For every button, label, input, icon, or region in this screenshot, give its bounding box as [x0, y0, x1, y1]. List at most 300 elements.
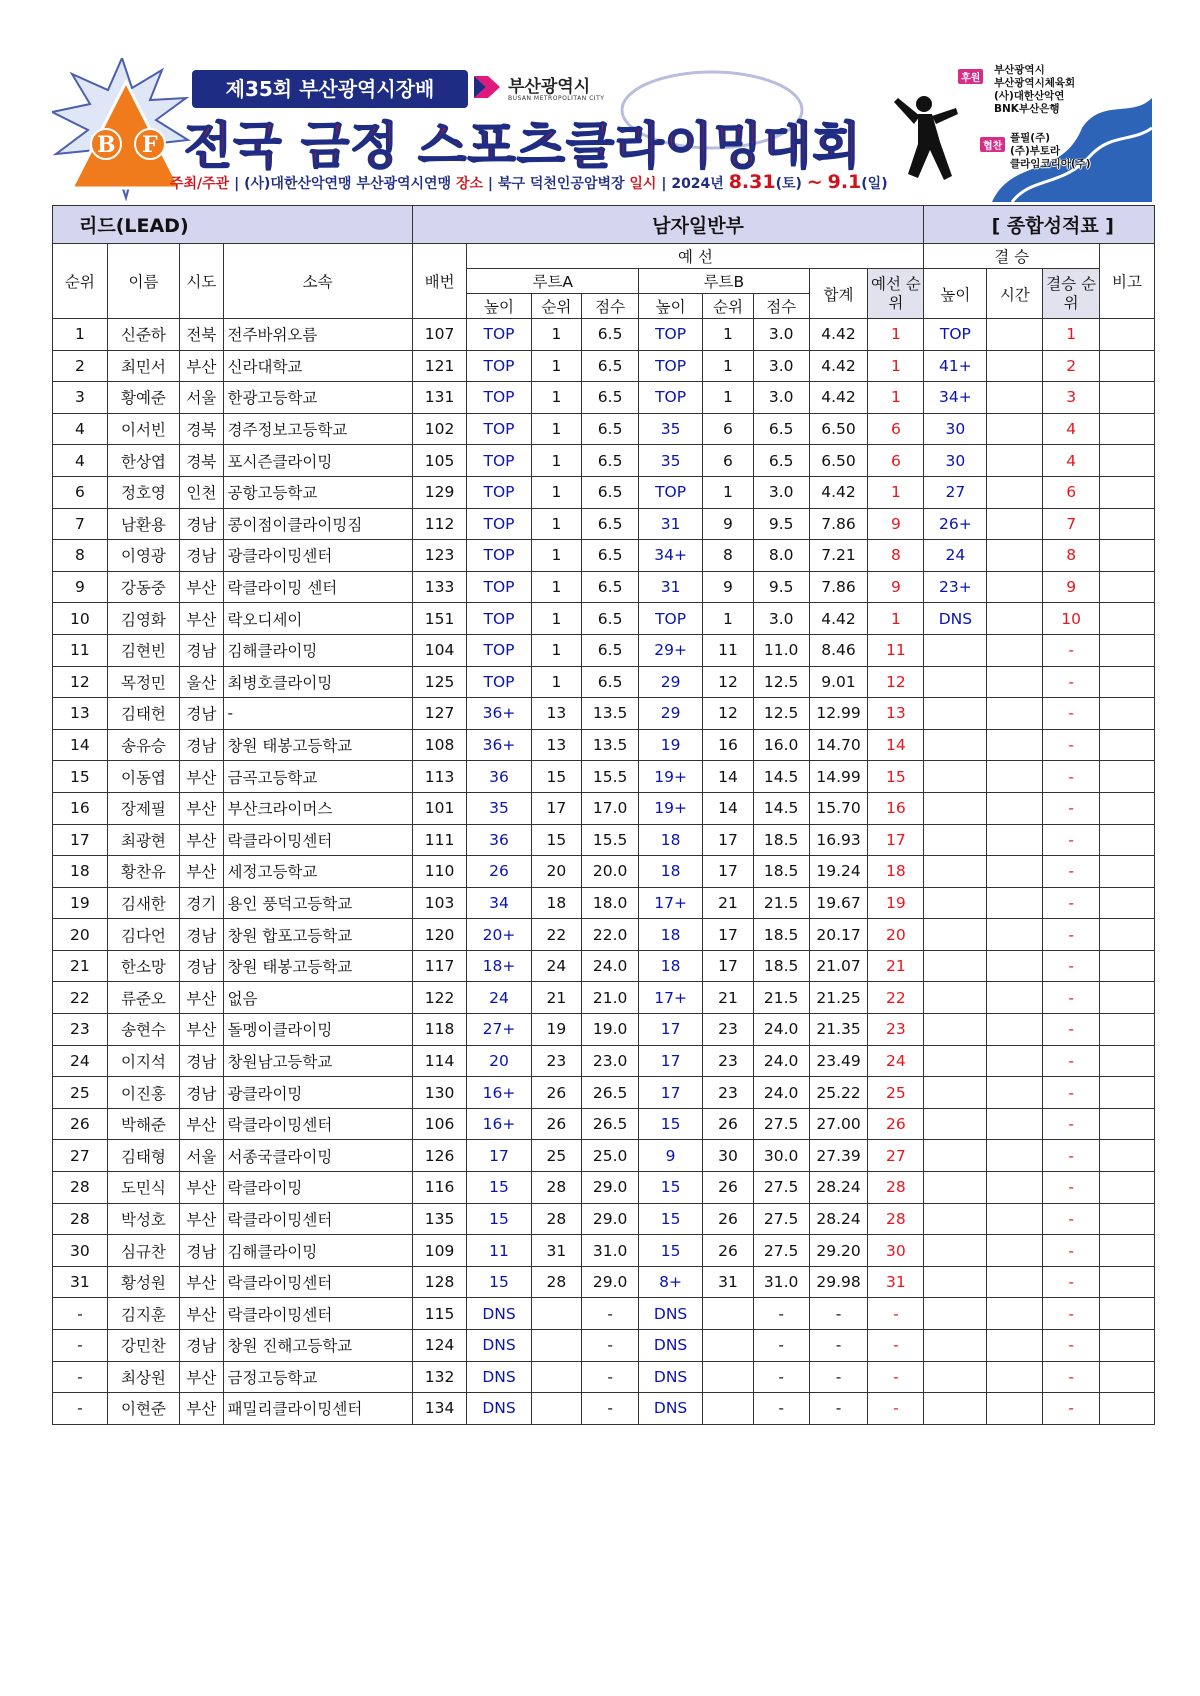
cell-b-score: 12.5	[753, 698, 809, 730]
date-start-day: (토)	[775, 176, 802, 192]
cell-qual-rank: 18	[868, 856, 924, 888]
cell-note	[1100, 413, 1155, 445]
table-row	[53, 1266, 1155, 1298]
cell-a-score: 6.5	[582, 413, 639, 445]
cell-rank: 19	[53, 887, 108, 919]
cell-final-height	[924, 1108, 987, 1140]
cell-a-score: 6.5	[582, 319, 639, 351]
cell-final-height	[924, 761, 987, 793]
cell-region: 경남	[180, 1045, 223, 1077]
cell-final-height	[924, 1330, 987, 1362]
cell-time	[987, 476, 1043, 508]
cell-a-height: 11	[467, 1235, 531, 1267]
cell-note	[1100, 1140, 1155, 1172]
cell-final-height: 30	[924, 413, 987, 445]
cell-b-rank: 17	[703, 919, 754, 951]
table-row	[53, 1045, 1155, 1077]
cell-rank: 25	[53, 1077, 108, 1109]
cell-qual-rank: 1	[868, 603, 924, 635]
cell-a-rank: 13	[531, 729, 582, 761]
cell-region: 서울	[180, 382, 223, 414]
cell-a-rank: 31	[531, 1235, 582, 1267]
cell-region: 전북	[180, 319, 223, 351]
route-a-header: 루트A	[467, 269, 639, 294]
cell-a-rank: 15	[531, 824, 582, 856]
table-row	[53, 1014, 1155, 1046]
cell-region: 부산	[180, 1266, 223, 1298]
cell-a-score: 6.5	[582, 634, 639, 666]
cell-qual-rank: 8	[868, 540, 924, 572]
cell-a-height: 36+	[467, 729, 531, 761]
cell-a-height: 36	[467, 824, 531, 856]
cell-final-height	[924, 1045, 987, 1077]
cell-affiliation: 락클라이밍센터	[223, 1108, 412, 1140]
cell-b-score: 18.5	[753, 950, 809, 982]
cell-final-height	[924, 919, 987, 951]
cell-rank: -	[53, 1393, 108, 1425]
cell-rank: 1	[53, 319, 108, 351]
date-sep: ~	[806, 171, 823, 193]
cell-note	[1100, 319, 1155, 351]
cell-b-score: 27.5	[753, 1235, 809, 1267]
cell-a-height: DNS	[467, 1330, 531, 1362]
cell-time	[987, 919, 1043, 951]
cell-name: 이영광	[107, 540, 179, 572]
table-row	[53, 1140, 1155, 1172]
cell-name: 황성원	[107, 1266, 179, 1298]
cell-rank: 31	[53, 1266, 108, 1298]
cell-a-score: 6.5	[582, 476, 639, 508]
cell-rank: 4	[53, 413, 108, 445]
cell-affiliation: 락클라이밍 센터	[223, 571, 412, 603]
cell-final-rank: -	[1043, 950, 1100, 982]
cell-affiliation: 돌멩이클라이밍	[223, 1014, 412, 1046]
cell-qual-rank: 27	[868, 1140, 924, 1172]
cell-final-height	[924, 1014, 987, 1046]
cell-rank: 2	[53, 350, 108, 382]
cell-a-height: TOP	[467, 634, 531, 666]
cell-region: 부산	[180, 1203, 223, 1235]
cell-region: 부산	[180, 1393, 223, 1425]
cell-rank: -	[53, 1330, 108, 1362]
cell-time	[987, 1298, 1043, 1330]
cell-affiliation: 부산크라이머스	[223, 792, 412, 824]
cell-time	[987, 698, 1043, 730]
cell-a-height: TOP	[467, 319, 531, 351]
cell-rank: 23	[53, 1014, 108, 1046]
cell-rank: 6	[53, 476, 108, 508]
cell-final-rank: -	[1043, 856, 1100, 888]
cell-b-score: 24.0	[753, 1045, 809, 1077]
cell-final-height	[924, 1172, 987, 1204]
cell-b-score: 3.0	[753, 603, 809, 635]
cell-a-score: 15.5	[582, 824, 639, 856]
cell-qual-rank: 21	[868, 950, 924, 982]
cell-final-rank: 8	[1043, 540, 1100, 572]
busan-city-logo	[472, 68, 622, 108]
cell-a-height: TOP	[467, 445, 531, 477]
cell-affiliation: 금곡고등학교	[223, 761, 412, 793]
cell-rank: 3	[53, 382, 108, 414]
cell-a-height: TOP	[467, 603, 531, 635]
cell-time	[987, 761, 1043, 793]
cell-final-rank: -	[1043, 761, 1100, 793]
cell-affiliation: 창원 진해고등학교	[223, 1330, 412, 1362]
cell-note	[1100, 1108, 1155, 1140]
cell-final-rank: -	[1043, 1172, 1100, 1204]
cell-name: 최광현	[107, 824, 179, 856]
cell-total: 21.07	[809, 950, 868, 982]
cell-b-rank: 26	[703, 1235, 754, 1267]
cell-qual-rank: 1	[868, 476, 924, 508]
cell-rank: 27	[53, 1140, 108, 1172]
cell-final-height: TOP	[924, 319, 987, 351]
cell-affiliation: 없음	[223, 982, 412, 1014]
cell-a-rank: 18	[531, 887, 582, 919]
cell-bib: 118	[412, 1014, 467, 1046]
cell-final-height	[924, 698, 987, 730]
cell-a-rank	[531, 1393, 582, 1425]
cell-b-rank	[703, 1361, 754, 1393]
cell-final-height: 34+	[924, 382, 987, 414]
cell-a-height: 20	[467, 1045, 531, 1077]
cell-bib: 112	[412, 508, 467, 540]
cell-final-height	[924, 824, 987, 856]
cell-bib: 135	[412, 1203, 467, 1235]
cell-b-score: 6.5	[753, 445, 809, 477]
cell-bib: 103	[412, 887, 467, 919]
cell-b-height: 17+	[639, 982, 703, 1014]
cell-total: 7.86	[809, 508, 868, 540]
results-body	[53, 319, 1155, 1425]
cell-a-height: 36	[467, 761, 531, 793]
cell-time	[987, 382, 1043, 414]
cell-total: -	[809, 1298, 868, 1330]
col-b-height-header: 높이	[639, 294, 703, 319]
cell-region: 부산	[180, 350, 223, 382]
support-label: 후원	[958, 69, 983, 84]
cell-qual-rank: 24	[868, 1045, 924, 1077]
cell-region: 부산	[180, 603, 223, 635]
cell-time	[987, 1172, 1043, 1204]
cell-a-rank: 1	[531, 666, 582, 698]
cell-a-height: 27+	[467, 1014, 531, 1046]
table-row	[53, 476, 1155, 508]
cell-b-rank: 1	[703, 476, 754, 508]
col-final-rank-header: 결승 순위	[1043, 269, 1100, 319]
cell-qual-rank: 9	[868, 571, 924, 603]
cell-b-height: 19+	[639, 761, 703, 793]
cell-b-height: 15	[639, 1172, 703, 1204]
category-title: 남자일반부	[412, 206, 924, 244]
cell-name: 황찬유	[107, 856, 179, 888]
cell-a-height: 17	[467, 1140, 531, 1172]
cell-a-rank	[531, 1298, 582, 1330]
cell-name: 김현빈	[107, 634, 179, 666]
cell-time	[987, 1266, 1043, 1298]
cell-final-rank: -	[1043, 1077, 1100, 1109]
cell-a-height: 20+	[467, 919, 531, 951]
discipline-title: 리드(LEAD)	[53, 206, 413, 244]
cell-affiliation: 광클라이밍센터	[223, 540, 412, 572]
cell-time	[987, 540, 1043, 572]
cell-time	[987, 1330, 1043, 1362]
cell-final-height	[924, 634, 987, 666]
cell-bib: 102	[412, 413, 467, 445]
cell-a-score: 15.5	[582, 761, 639, 793]
cell-note	[1100, 540, 1155, 572]
cell-name: 신준하	[107, 319, 179, 351]
cooperate-sponsor: (주)부토라	[1010, 145, 1061, 157]
cell-time	[987, 571, 1043, 603]
cell-bib: 133	[412, 571, 467, 603]
cell-final-rank: -	[1043, 729, 1100, 761]
cell-bib: 110	[412, 856, 467, 888]
cell-a-score: 25.0	[582, 1140, 639, 1172]
cooperate-sponsor: 플필(주)	[1010, 132, 1051, 144]
cell-bib: 101	[412, 792, 467, 824]
cell-a-score: 21.0	[582, 982, 639, 1014]
cell-bib: 114	[412, 1045, 467, 1077]
cell-name: 정호영	[107, 476, 179, 508]
cell-region: 경남	[180, 540, 223, 572]
cell-qual-rank: 6	[868, 413, 924, 445]
cell-note	[1100, 729, 1155, 761]
cell-region: 경남	[180, 950, 223, 982]
cell-region: 경남	[180, 1235, 223, 1267]
cell-a-score: 26.5	[582, 1077, 639, 1109]
cell-rank: 26	[53, 1108, 108, 1140]
cell-qual-rank: 13	[868, 698, 924, 730]
cell-qual-rank: 6	[868, 445, 924, 477]
cell-time	[987, 950, 1043, 982]
support-sponsor: 부산광역시체육회	[994, 77, 1076, 89]
table-row	[53, 382, 1155, 414]
cell-bib: 129	[412, 476, 467, 508]
cell-a-score: -	[582, 1330, 639, 1362]
cell-name: 강동중	[107, 571, 179, 603]
cell-a-rank: 1	[531, 319, 582, 351]
cell-time	[987, 982, 1043, 1014]
cell-final-height	[924, 1235, 987, 1267]
cell-a-rank: 26	[531, 1108, 582, 1140]
cell-note	[1100, 1393, 1155, 1425]
table-row	[53, 1203, 1155, 1235]
cell-final-height	[924, 1393, 987, 1425]
cell-final-rank: 2	[1043, 350, 1100, 382]
cell-final-rank: 4	[1043, 413, 1100, 445]
col-affiliation-header: 소속	[223, 244, 412, 319]
cell-qual-rank: -	[868, 1393, 924, 1425]
cell-b-score: 11.0	[753, 634, 809, 666]
cell-name: 김새한	[107, 887, 179, 919]
cell-note	[1100, 350, 1155, 382]
cell-b-score: 21.5	[753, 887, 809, 919]
date-year: 2024년	[671, 176, 724, 192]
cell-affiliation: -	[223, 698, 412, 730]
cell-a-score: -	[582, 1361, 639, 1393]
table-row	[53, 1077, 1155, 1109]
cell-a-rank: 28	[531, 1172, 582, 1204]
table-row	[53, 1235, 1155, 1267]
cell-bib: 111	[412, 824, 467, 856]
cell-name: 류준오	[107, 982, 179, 1014]
sheet-type-title: [ 종합성적표 ]	[924, 206, 1155, 244]
cell-rank: 18	[53, 856, 108, 888]
cell-bib: 120	[412, 919, 467, 951]
cell-time	[987, 824, 1043, 856]
cell-a-height: TOP	[467, 666, 531, 698]
cell-b-height: DNS	[639, 1393, 703, 1425]
cell-b-height: 34+	[639, 540, 703, 572]
cell-b-rank: 1	[703, 350, 754, 382]
cell-total: 23.49	[809, 1045, 868, 1077]
cell-b-height: 15	[639, 1203, 703, 1235]
table-row	[53, 508, 1155, 540]
cell-final-height: 27	[924, 476, 987, 508]
cell-region: 부산	[180, 1361, 223, 1393]
cell-note	[1100, 824, 1155, 856]
cell-bib: 117	[412, 950, 467, 982]
cell-a-rank: 1	[531, 476, 582, 508]
cell-total: 25.22	[809, 1077, 868, 1109]
date-start: 8.31	[728, 171, 776, 193]
cell-a-rank: 28	[531, 1203, 582, 1235]
cell-affiliation: 락클라이밍	[223, 1172, 412, 1204]
cell-a-score: 6.5	[582, 540, 639, 572]
cell-qual-rank: 31	[868, 1266, 924, 1298]
cell-affiliation: 세정고등학교	[223, 856, 412, 888]
cell-name: 황예준	[107, 382, 179, 414]
cell-affiliation: 락오디세이	[223, 603, 412, 635]
cell-time	[987, 729, 1043, 761]
cell-b-height: TOP	[639, 350, 703, 382]
cell-note	[1100, 950, 1155, 982]
cell-b-height: 17	[639, 1014, 703, 1046]
table-row	[53, 1298, 1155, 1330]
table-row	[53, 982, 1155, 1014]
cell-b-score: 21.5	[753, 982, 809, 1014]
cell-rank: 16	[53, 792, 108, 824]
cell-b-rank: 26	[703, 1108, 754, 1140]
cell-region: 경남	[180, 1330, 223, 1362]
cell-rank: 12	[53, 666, 108, 698]
cell-b-height: 35	[639, 445, 703, 477]
cell-b-score: 30.0	[753, 1140, 809, 1172]
table-row	[53, 571, 1155, 603]
date-end: 9.1	[827, 171, 862, 193]
cell-region: 부산	[180, 982, 223, 1014]
cell-b-height: 15	[639, 1108, 703, 1140]
cell-a-rank: 20	[531, 856, 582, 888]
cell-total: 19.67	[809, 887, 868, 919]
cell-final-rank: 6	[1043, 476, 1100, 508]
cell-b-rank: 11	[703, 634, 754, 666]
cell-rank: 17	[53, 824, 108, 856]
col-bib-header: 배번	[412, 244, 467, 319]
cell-region: 부산	[180, 824, 223, 856]
cell-final-height	[924, 666, 987, 698]
cell-b-height: 19+	[639, 792, 703, 824]
cell-b-rank: 1	[703, 603, 754, 635]
cell-b-height: 17	[639, 1045, 703, 1077]
cell-name: 송유승	[107, 729, 179, 761]
table-row	[53, 319, 1155, 351]
cell-region: 부산	[180, 1298, 223, 1330]
col-b-rank-header: 순위	[703, 294, 754, 319]
cell-a-score: 6.5	[582, 382, 639, 414]
cell-b-score: 27.5	[753, 1172, 809, 1204]
cell-bib: 123	[412, 540, 467, 572]
cell-b-rank: 26	[703, 1203, 754, 1235]
cell-region: 부산	[180, 1108, 223, 1140]
cell-b-score: -	[753, 1330, 809, 1362]
cell-a-height: 26	[467, 856, 531, 888]
cell-final-height	[924, 1077, 987, 1109]
cell-bib: 105	[412, 445, 467, 477]
cell-b-rank: 1	[703, 319, 754, 351]
cell-b-score: 14.5	[753, 792, 809, 824]
cell-a-rank: 23	[531, 1045, 582, 1077]
cell-final-rank: -	[1043, 1266, 1100, 1298]
cell-qual-rank: -	[868, 1298, 924, 1330]
cell-note	[1100, 698, 1155, 730]
cell-region: 울산	[180, 666, 223, 698]
cell-name: 박해준	[107, 1108, 179, 1140]
table-row	[53, 540, 1155, 572]
cell-rank: 28	[53, 1203, 108, 1235]
cell-time	[987, 319, 1043, 351]
cell-a-score: 29.0	[582, 1203, 639, 1235]
cell-b-score: -	[753, 1298, 809, 1330]
cell-name: 강민찬	[107, 1330, 179, 1362]
cell-rank: 21	[53, 950, 108, 982]
cell-b-rank: 6	[703, 413, 754, 445]
table-header	[53, 206, 1155, 319]
cell-final-rank: -	[1043, 634, 1100, 666]
cell-a-score: 24.0	[582, 950, 639, 982]
cell-note	[1100, 792, 1155, 824]
cell-total: 15.70	[809, 792, 868, 824]
cell-time	[987, 1361, 1043, 1393]
cell-a-rank: 1	[531, 571, 582, 603]
cell-final-rank: -	[1043, 666, 1100, 698]
cell-b-score: 27.5	[753, 1203, 809, 1235]
cell-final-rank: 1	[1043, 319, 1100, 351]
cell-final-rank: 7	[1043, 508, 1100, 540]
cell-a-height: TOP	[467, 413, 531, 445]
cell-time	[987, 1077, 1043, 1109]
cell-affiliation: 김해클라이밍	[223, 634, 412, 666]
cell-b-score: -	[753, 1361, 809, 1393]
cell-rank: 9	[53, 571, 108, 603]
cell-note	[1100, 1014, 1155, 1046]
table-row	[53, 856, 1155, 888]
cell-a-rank: 24	[531, 950, 582, 982]
cell-a-rank: 25	[531, 1140, 582, 1172]
cell-affiliation: 서종국클라이밍	[223, 1140, 412, 1172]
cell-total: 6.50	[809, 413, 868, 445]
cell-b-height: TOP	[639, 382, 703, 414]
cell-b-score: 8.0	[753, 540, 809, 572]
cell-time	[987, 1108, 1043, 1140]
cell-b-rank: 26	[703, 1172, 754, 1204]
cell-affiliation: 락클라이밍센터	[223, 1298, 412, 1330]
cell-final-rank: -	[1043, 792, 1100, 824]
col-region-header: 시도	[180, 244, 223, 319]
cell-qual-rank: 15	[868, 761, 924, 793]
cell-b-rank: 14	[703, 761, 754, 793]
